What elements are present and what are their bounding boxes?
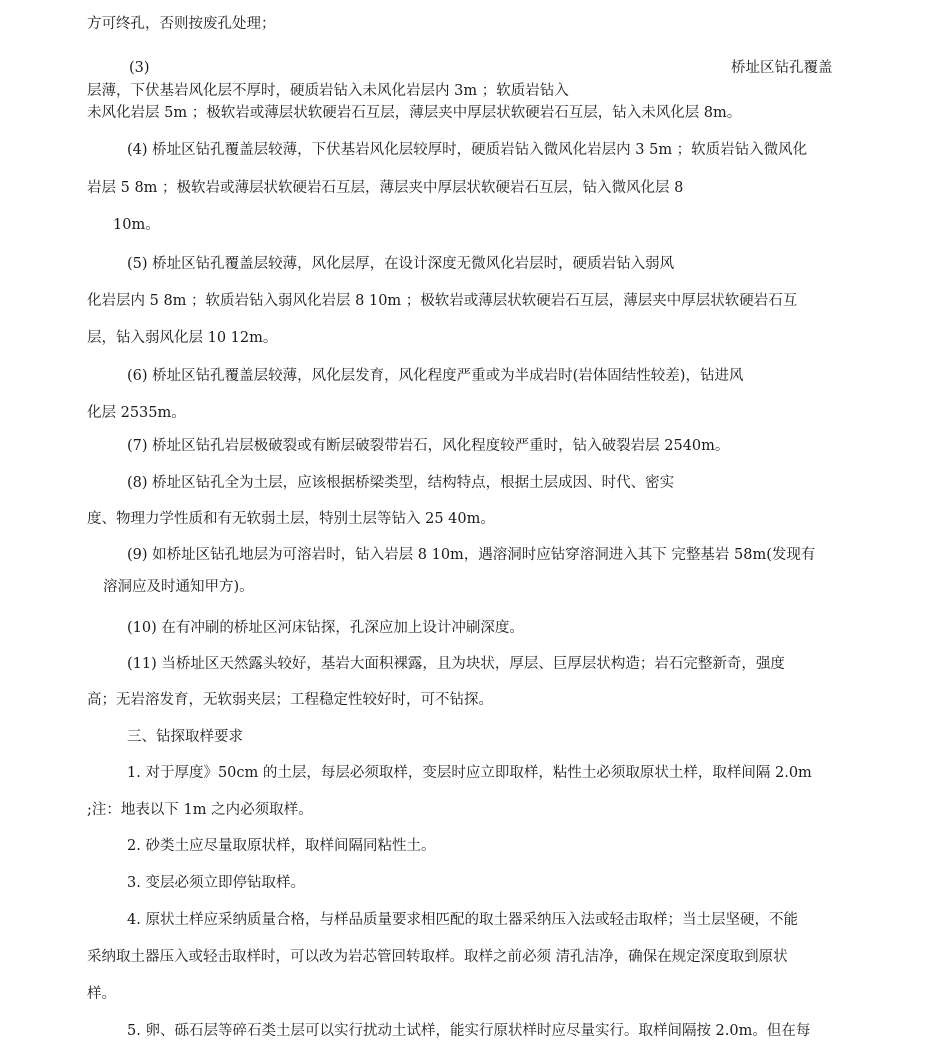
text-line: (9) 如桥址区钻孔地层为可溶岩时，钻入岩层 8 10m，遇溶洞时应钻穿溶洞进入其下 完整基岩 58m(发现有: [127, 547, 816, 563]
text-line: 层，钻入弱风化层 10 12m。: [87, 330, 278, 346]
text-line: 1. 对于厚度》50cm 的土层，每层必须取样，变层时应立即取样，粘性土必须取原状土样，取样间隔 2.0m: [127, 765, 812, 781]
text-line: 度、物理力学性质和有无软弱土层，特别土层等钻入 25 40m。: [87, 511, 495, 527]
text-line: (3): [129, 60, 150, 76]
text-line: 2. 砂类土应尽量取原状样，取样间隔同粘性土。: [127, 838, 436, 854]
text-line: 岩层 5 8m ；极软岩或薄层状软硬岩石互层，薄层夹中厚层状软硬岩石互层，钻入微风化层 8: [87, 180, 684, 196]
text-line: 未风化岩层 5m ；极软岩或薄层状软硬岩石互层，薄层夹中厚层状软硬岩石互层，钻入未风化层 8m。: [87, 105, 742, 121]
text-line: ;注：地表以下 1m 之内必须取样。: [87, 802, 313, 818]
text-line: 溶洞应及时通知甲方)。: [103, 579, 254, 595]
text-line: (4) 桥址区钻孔覆盖层较薄，下伏基岩风化层较厚时，硬质岩钻入微风化岩层内 3 5m ；软质岩钻入微风化: [127, 142, 808, 158]
text-line: 方可终孔，否则按废孔处理；: [87, 16, 276, 32]
text-line: 4. 原状土样应采纳质量合格，与样品质量要求相匹配的取土器采纳压入法或轻击取样；当土层坚硬，不能: [127, 912, 798, 928]
text-line: (11) 当桥址区天然露头较好，基岩大面积裸露，且为块状，厚层、巨厚层状构造；岩石完整新奇，强度: [127, 656, 785, 672]
text-line: (8) 桥址区钻孔全为土层，应该根据桥梁类型，结构特点，根据土层成因、时代、密实: [127, 475, 675, 491]
text-line: 采纳取土器压入或轻击取样时，可以改为岩芯管回转取样。取样之前必须 清孔洁净，确保在规定深度取到原状: [87, 949, 788, 965]
section-heading: 三、钻探取样要求: [127, 729, 243, 745]
text-line: 3. 变层必须立即停钻取样。: [127, 875, 305, 891]
text-line: (10) 在有冲刷的桥址区河床钻探，孔深应加上设计冲刷深度。: [127, 620, 524, 636]
text-line: 层薄，下伏基岩风化层不厚时，硬质岩钻入未风化岩层内 3m ；软质岩钻入: [87, 83, 569, 99]
text-line: (6) 桥址区钻孔覆盖层较薄，风化层发育，风化程度严重或为半成岩时(岩体固结性较差)，钻进风: [127, 368, 744, 384]
text-line: 桥址区钻孔覆盖: [731, 60, 833, 76]
text-line: (5) 桥址区钻孔覆盖层较薄，风化层厚，在设计深度无微风化岩层时，硬质岩钻入弱风: [127, 256, 675, 272]
text-line: 化岩层内 5 8m ；软质岩钻入弱风化岩层 8 10m ；极软岩或薄层状软硬岩石互层，薄层夹中厚层状软硬岩石互: [87, 293, 798, 309]
text-line: 高；无岩溶发育，无软弱夹层；工程稳定性较好时，可不钻探。: [87, 692, 493, 708]
text-line: 10m。: [113, 217, 160, 233]
text-line: 样。: [87, 986, 116, 1002]
text-line: 5. 卵、砾石层等碎石类土层可以实行扰动土试样，能实行原状样时应尽量实行。取样间隔按 2.0m。但在每: [127, 1023, 811, 1039]
text-line: 化层 2535m。: [87, 405, 186, 421]
text-line: (7) 桥址区钻孔岩层极破裂或有断层破裂带岩石，风化程度较严重时，钻入破裂岩层 2540m。: [127, 438, 730, 454]
